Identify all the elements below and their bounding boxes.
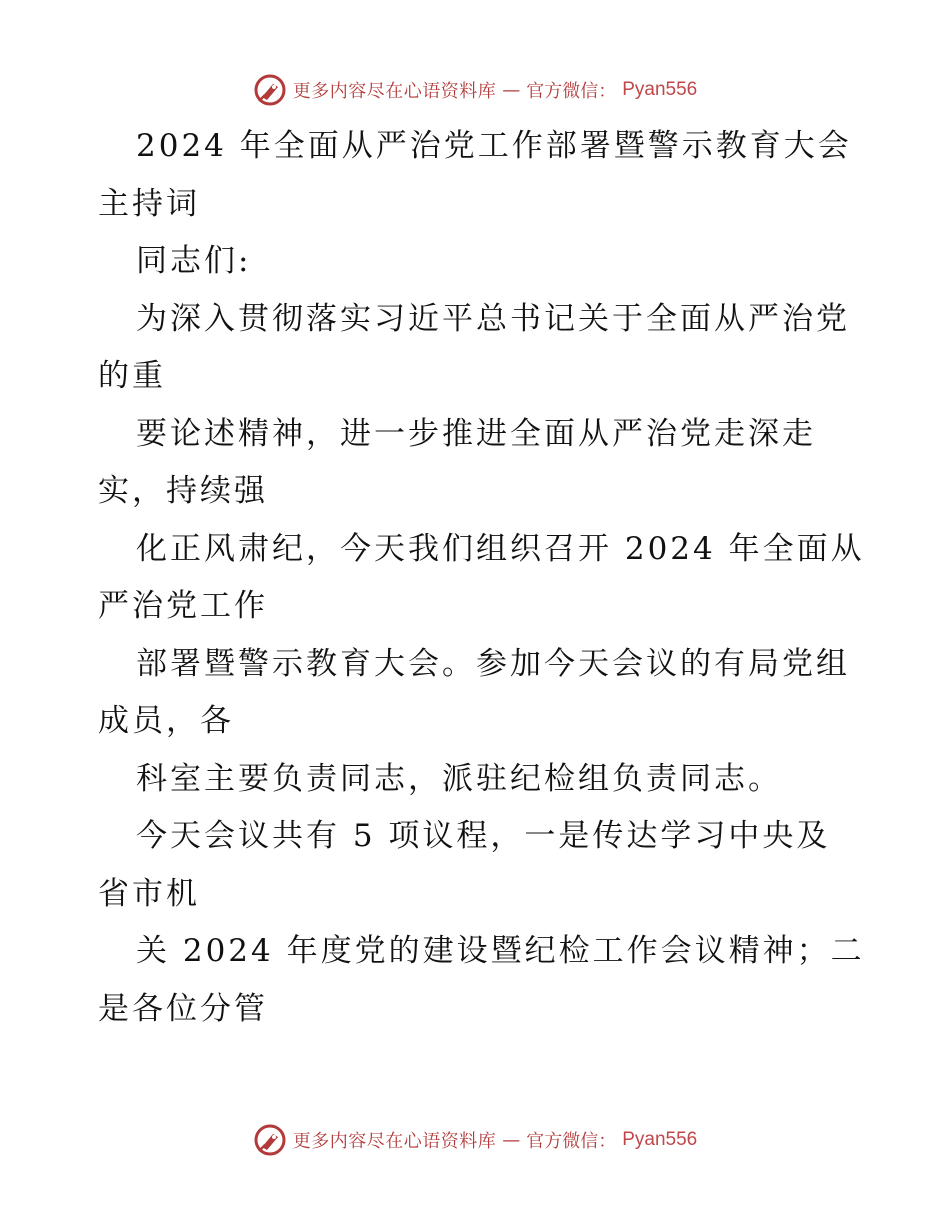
document-body — [98, 118, 865, 1038]
paragraph-line: 关 2024 年度党的建设暨纪检工作会议精神；二 — [136, 933, 865, 969]
header-promo-text: 更多内容尽在心语资料库 — [292, 81, 497, 102]
paragraph-line: 部署暨警示教育大会。参加今天会议的有局党组 — [136, 645, 850, 682]
paragraph-line: 严治党工作 — [98, 588, 268, 624]
paragraph-line: 化正风肃纪，今天我们组织召开 2024 年全面从 — [136, 530, 865, 567]
paragraph-line: 要论述精神，进一步推进全面从严治党走深走 — [136, 415, 816, 452]
header-wechat-id: Pyan556 — [622, 79, 698, 100]
footer-wechat-label: 官方微信： — [526, 1131, 617, 1152]
paragraph-line: 科室主要负责同志，派驻纪检组负责同志。 — [136, 760, 782, 797]
title-line-2: 主持词 — [98, 185, 200, 222]
salutation: 同志们: — [136, 243, 252, 279]
footer-separator: — — [502, 1129, 521, 1151]
paragraph-line: 为深入贯彻落实习近平总书记关于全面从严治党 — [136, 300, 850, 337]
header-separator: — — [502, 79, 521, 101]
paragraph-line: 实，持续强 — [98, 473, 268, 509]
title-line-1: 2024 年全面从严治党工作部署暨警示教育大会 — [136, 128, 852, 164]
paragraph-line: 省市机 — [98, 875, 200, 912]
pen-nib-logo-icon — [253, 73, 287, 107]
header-banner — [0, 70, 950, 110]
footer-wechat-id: Pyan556 — [622, 1129, 698, 1150]
paragraph-line: 成员，各 — [98, 703, 234, 739]
paragraph-line: 的重 — [98, 358, 166, 394]
footer-promo-text: 更多内容尽在心语资料库 — [292, 1131, 497, 1152]
pen-nib-logo-icon — [253, 1123, 287, 1157]
paragraph-line: 是各位分管 — [98, 990, 268, 1027]
footer-banner — [0, 1120, 950, 1160]
header-wechat-label: 官方微信： — [526, 81, 617, 102]
paragraph-line: 今天会议共有 5 项议程，一是传达学习中央及 — [136, 818, 831, 854]
